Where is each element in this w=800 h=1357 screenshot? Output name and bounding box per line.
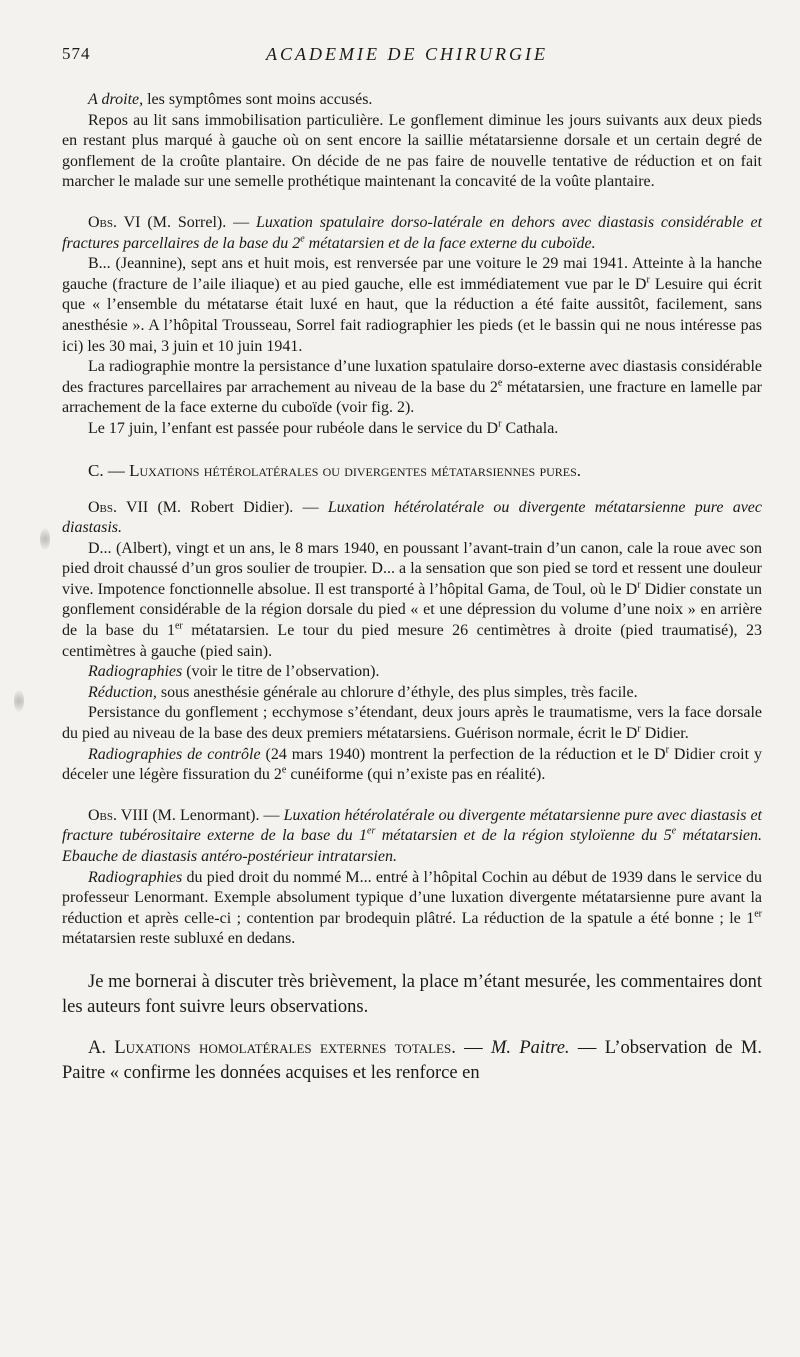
text-body	[62, 90, 762, 1086]
scan-smudge	[40, 528, 50, 550]
obs8-paragraph: Radiographies du pied droit du nommé M... entré à l’hôpital Cochin au début de 1939 dans le service du professeur Lenormant. Exemple absolument typique d’une luxation divergente métatarsienne pure avant la réduction et après celle-ci ; contention par brodequin plâtré. La réduction de la spatule a été bonne ; le 1er métatarsien reste subluxé en dedans.	[62, 868, 762, 948]
paragraph-rest: Repos au lit sans immobilisation particulière. Le gonflement diminue les jours suivants aux deux pieds en restant plus marqué à gauche où on sent encore la saillie métatarsienne dorsale et un certain degré de gonflement de la croûte plantaire. On décide de ne pas faire de nouvelle tentative de réduction et on fait marcher le malade sur une semelle prothétique maintenant la concavité de la voûte plantaire.	[62, 111, 762, 191]
obs6-paragraph-1: B... (Jeannine), sept ans et huit mois, est renversée par une voiture le 29 mai 1941. Atteinte à la hanche gauche (fracture de l’aile iliaque) et au pied gauche, elle est immédiatement vue par le $D^r$ Lesuire qui écrit que « l’ensemble du métatarse était luxé en haut, que la réduction a été faite aussitôt, facilement, sans anesthésie ». A l’hôpital Trousseau, Sorrel fait radiographier les pieds (et le bassin qui ne nous intéresse pas ici) les 30 mai, 3 juin et 10 juin 1941.	[62, 255, 763, 355]
obs7-paragraph-1: D... (Albert), vingt et un ans, le 8 mars 1940, en poussant l’avant-train d’un canon, cale la roue avec son pied droit chaussé d’un gros soulier de troupier. D... a la sensation que son pied se tord et ressent une douleur vive. Impotence fonctionnelle absolue. Il est transporté à l’hôpital Gama, de Toul, où le $D^r$ Didier constate un gonflement considérable de la région dorsale du pied « et une dépression du volume d’une noix » en arrière de la base du 1er métatarsien. Le tour du pied mesure 26 centimètres à droite (pied traumatisé), 23 centimètres à gauche (pied sain).	[62, 539, 763, 660]
section-c-heading: C. — Luxations hétérolatérales ou divergentes métatarsiennes pures.	[88, 460, 582, 480]
page-header	[62, 44, 752, 70]
obs6-paragraph-2: La radiographie montre la persistance d’une luxation spatulaire dorso-externe avec diastasis considérable des fractures parcellaires par arrachement au niveau de la base du 2e métatarsien, une fracture en lamelle par arrachement de la face externe du cuboïde (voir fig. 2).	[62, 358, 762, 417]
obs6-heading: Obs. VI (M. Sorrel). — Luxation spatulaire dorso-latérale en dehors avec diastasis considérable et fractures parcellaires de la base du 2e métatarsien et de la face externe du cuboïde.	[62, 213, 763, 252]
obs8-heading: Obs. VIII (M. Lenormant). — Luxation hétérolatérale ou divergente métatarsienne pure avec diastasis et fracture tubérositaire externe de la base du 1er métatarsien et de la région styloïenne du 5e métatarsien. Ebauche de diastasis antéro-postérieur intratarsien.	[62, 806, 763, 865]
scan-smudge	[14, 690, 24, 712]
obs7-reduction: Réduction, sous anesthésie générale au chlorure d’éthyle, des plus simples, très facile.	[88, 683, 638, 701]
obs7-paragraph-persistance: Persistance du gonflement ; ecchymose s’étendant, deux jours après le traumatisme, vers la face dorsale du pied au niveau de la base des deux premiers métatarsiens. Guérison normale, écrit le $D^r$ Didier.	[62, 704, 762, 743]
paragraph-right-side: A droite, les symptômes sont moins accusés.	[88, 91, 373, 108]
obs7-radiographies: Radiographies (voir le titre de l’observation).	[88, 663, 380, 681]
obs7-heading: Obs. VII (M. Robert Didier). — Luxation hétérolatérale ou divergente métatarsienne pure avec diastasis.	[62, 498, 762, 537]
closing-paragraph: Je me bornerai à discuter très brièvement, la place m’étant mesurée, les commentaires dont les auteurs font suivre leurs observations.	[62, 971, 762, 1017]
obs7-controle: Radiographies de contrôle (24 mars 1940) montrent la perfection de la réduction et le $D^r$ Didier croit y déceler une légère fissuration du 2e cunéiforme (qui n’existe pas en réalité).	[62, 744, 763, 784]
running-title: ACADEMIE DE CHIRURGIE	[266, 44, 548, 64]
page-number: 574	[62, 44, 91, 63]
section-a-paragraph: A. Luxations homolatérales externes totales. — M. Paitre. — L’observation de M. Paitre « confirme les données acquises et les renforce en	[62, 1037, 763, 1083]
obs6-paragraph-3: Le 17 juin, l’enfant est passée pour rubéole dans le service du $D^r$ Cathala.	[88, 418, 559, 437]
